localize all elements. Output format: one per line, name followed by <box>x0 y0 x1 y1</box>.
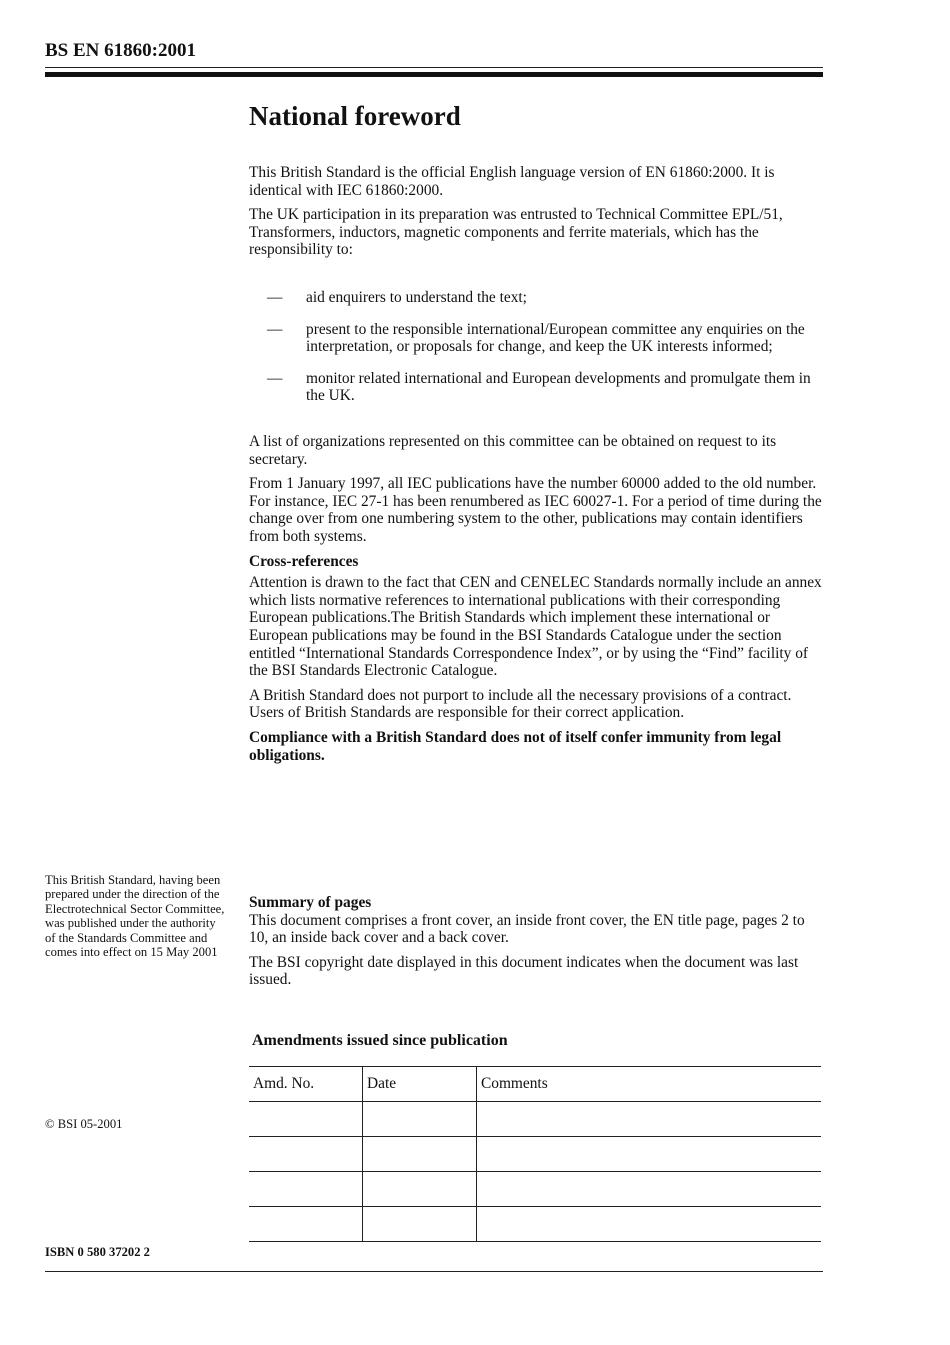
table-cell <box>477 1207 822 1242</box>
table-header-row <box>249 1067 821 1102</box>
document-id: BS EN 61860:2001 <box>45 40 196 61</box>
table-cell <box>363 1102 477 1137</box>
table-cell <box>477 1172 822 1207</box>
summary-section <box>249 894 824 996</box>
cross-references-heading: Cross-references <box>249 552 359 570</box>
dash-bullet: — <box>267 289 283 306</box>
page-title: National foreword <box>249 101 461 131</box>
list-item-text: aid enquirers to understand the text; <box>306 289 527 306</box>
amendments-table <box>249 1066 821 1242</box>
table-row <box>249 1207 821 1242</box>
table-cell <box>363 1137 477 1172</box>
table-row <box>249 1102 821 1137</box>
column-header-amd-no: Amd. No. <box>249 1067 363 1102</box>
table-row <box>249 1172 821 1207</box>
list-item-text: present to the responsible international/European committee any enquiries on the interpretation, or proposals for change, and keep the UK interests informed; <box>306 320 805 356</box>
header-rule-thick <box>45 72 823 77</box>
table-cell <box>249 1102 363 1137</box>
main-body <box>249 433 824 771</box>
table-cell <box>363 1172 477 1207</box>
list-item <box>249 370 824 405</box>
summary-heading: Summary of pages <box>249 894 372 911</box>
list-item <box>249 321 824 356</box>
list-item-text: monitor related international and European developments and promulgate them in the UK. <box>306 369 811 405</box>
intro-paragraph: This British Standard is the official English language version of EN 61860:2000. It is identical with IEC 61860:2000. <box>249 164 775 199</box>
table-cell <box>477 1102 822 1137</box>
dash-bullet: — <box>267 320 283 338</box>
summary-paragraph: The BSI copyright date displayed in this document indicates when the document was last issued. <box>249 953 799 989</box>
dash-bullet: — <box>267 369 283 387</box>
table-cell <box>249 1207 363 1242</box>
header-rule-thin <box>45 67 823 68</box>
intro-section <box>249 164 824 266</box>
list-item <box>249 289 824 307</box>
isbn-label: ISBN 0 580 37202 2 <box>45 1245 150 1259</box>
column-header-comments: Comments <box>477 1067 822 1102</box>
table-cell <box>249 1137 363 1172</box>
table-cell <box>363 1207 477 1242</box>
intro-paragraph: The UK participation in its preparation was entrusted to Technical Committee EPL/51, Transformers, inductors, magnetic components and ferrite materials, which has the responsibility to: <box>249 206 783 259</box>
body-paragraph: Attention is drawn to the fact that CEN and CENELEC Standards normally include an annex which lists normative references to international publications with their corresponding European publications.The British Standards which implement these international or European publications may be found in the BSI Standards Catalogue under the section entitled “International Standards Correspondence Index”, or by using the “Find” facility of the BSI Standards Electronic Catalogue. <box>249 574 822 680</box>
body-paragraph: From 1 January 1997, all IEC publications have the number 60000 added to the old number. For instance, IEC 27-1 has been renumbered as IEC 60027-1. For a period of time during the change over from one numbering system to the other, publications may contain identifiers from both systems. <box>249 475 822 545</box>
copyright-notice: © BSI 05-2001 <box>45 1117 123 1131</box>
table-cell <box>477 1137 822 1172</box>
table-cell <box>249 1172 363 1207</box>
responsibility-list <box>249 289 824 419</box>
column-header-date: Date <box>363 1067 477 1102</box>
table-row <box>249 1137 821 1172</box>
footer-rule <box>45 1271 823 1272</box>
publication-note: This British Standard, having been prepared under the direction of the Electrotechnical Sector Committee, was published under the authority of the Standards Committee and comes into effect on 15 May 2001 <box>45 873 225 960</box>
compliance-statement: Compliance with a British Standard does not of itself confer immunity from legal obligations. <box>249 728 782 764</box>
body-paragraph: A British Standard does not purport to include all the necessary provisions of a contract. Users of British Standards are responsible for their correct application. <box>249 686 792 722</box>
body-paragraph: A list of organizations represented on this committee can be obtained on request to its secretary. <box>249 433 777 468</box>
summary-paragraph: This document comprises a front cover, an inside front cover, the EN title page, pages 2 to 10, an inside back cover and a back cover. <box>249 911 805 947</box>
amendments-title: Amendments issued since publication <box>252 1032 508 1049</box>
